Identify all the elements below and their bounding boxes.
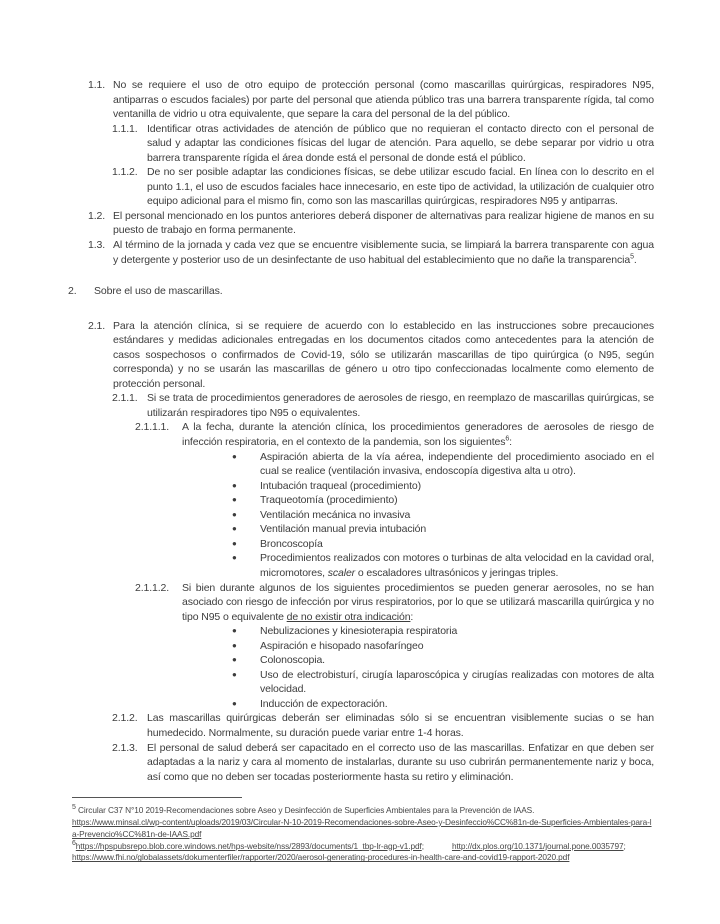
bullet-item (232, 624, 654, 639)
list-item-1-1 (88, 78, 654, 122)
bullet-text-post: o escaladores ultrasónicos y jeringas triples. (355, 566, 559, 579)
footnote-5 (72, 805, 655, 817)
item-text (182, 581, 654, 625)
footnote-6-link-3[interactable]: https://www.fhi.no/globalassets/dokumenterfiler/rapporter/2020/aerosol-generating-procedures-in-health-care-and-covid19-rapport-2020.pdf (72, 852, 570, 863)
item-text: Si se trata de procedimientos generadores de aerosoles de riesgo, en reemplazo de mascarillas quirúrgicas, se utilizarán respiradores tipo N95 o equivalentes. (147, 392, 654, 419)
bullet-icon: ● (232, 553, 237, 563)
bullet-item (232, 697, 654, 712)
item-number: 2.1.3. (112, 741, 138, 754)
bullet-item (232, 508, 654, 523)
footnote-6-separator-2: ; (623, 840, 626, 851)
bullet-text-italic: scaler (327, 566, 356, 579)
section-gap (0, 299, 720, 319)
document-body (0, 78, 720, 864)
footnote-section (72, 797, 655, 864)
bullet-icon: ● (232, 509, 237, 519)
item-text: El personal de salud deberá ser capacitado en el correcto uso de las mascarillas. Enfatizar en que deben ser adaptadas a la nariz y cara al momento de instalarlas, durante su uso cubrirán permanentemente nariz y boca, así como que no deben ser tocadas posteriormente hasta su retiro y eliminación. (147, 741, 654, 783)
list-item-2-1-3 (112, 741, 654, 785)
item-text: Las mascarillas quirúrgicas deberán ser eliminadas sólo si se encuentran visiblemente sucias o se han humedecido. Normalmente, su duración puede variar entre 1-4 horas. (147, 712, 654, 739)
item-text-main: Al término de la jornada y cada vez que se encuentre visiblemente sucia, se limpiará la barrera transparente con agua y detergente y posterior uso de un desinfectante de uso habitual del establecimiento que no dañe la transparencia (113, 239, 654, 266)
item-text: Para la atención clínica, si se requiere de acuerdo con lo establecido en las instrucciones sobre precauciones estándares y medidas adicionales entregadas en los documentos citados como antecedentes para la atención de casos sospechosos o confirmados de Covid-19, sólo se utilizarán mascarillas de tipo quirúrgica (o N95, según corresponda) y no se usarán las mascarillas de género u otro tipo confeccionadas localmente como elemento de protección personal. (113, 319, 654, 390)
list-item-1-3 (88, 238, 654, 267)
bullet-icon: ● (232, 480, 237, 490)
list-item-2-1-1 (112, 391, 654, 420)
section-gap (0, 267, 720, 284)
footnote-5-text: Circular C37 N°10 2019-Recomendaciones sobre Aseo y Desinfección de Superficies Ambientales para la Prevención de IAAS. (75, 805, 535, 816)
footnote-5-link[interactable]: https://www.minsal.cl/wp-content/uploads/2019/03/Circular-N-10-2019-Recomendaciones-sobre-Aseo-y-Desinfeccio%CC%81n-de-Superficies-Ambientales-para-la-Prevencio%CC%81n-de-IAAS.pdf (72, 816, 652, 839)
section-number: 2. (68, 285, 77, 298)
bullet-text: Colonoscopia. (260, 654, 325, 667)
bullet-text: Aspiración e hisopado nasofaríngeo (260, 639, 424, 652)
item-text (113, 238, 654, 267)
item-text-pre: Si bien durante algunos de los siguientes procedimientos se pueden generar aerosoles, no se han asociado con riesgo de infección por virus respiratorios, por lo que se utilizará mascarilla quirúrgica y no tipo N95 o equivalente (182, 581, 654, 623)
footnote-6-separator: ; (421, 840, 424, 851)
item-number: 1.1.2. (112, 166, 138, 179)
item-number: 1.1.1. (112, 122, 138, 135)
bullet-icon: ● (232, 698, 237, 708)
item-text-after: . (633, 253, 637, 266)
list-item-2-1 (88, 319, 654, 392)
list-item-1-2 (88, 209, 654, 238)
bullet-icon: ● (232, 495, 237, 505)
list-item-2-1-2 (112, 711, 654, 740)
bullet-item (232, 450, 654, 479)
footnote-ref-5: 5 (630, 253, 634, 261)
list-item-2-1-1-2 (135, 581, 654, 625)
bullet-item (232, 537, 654, 552)
bullet-text: Inducción de expectoración. (260, 697, 388, 710)
item-text-after: : (509, 436, 512, 449)
bullet-text: Nebulizaciones y kinesioterapia respiratoria (260, 625, 458, 638)
item-number: 2.1.2. (112, 712, 138, 725)
footnote-6-marker: 6 (72, 839, 76, 847)
list-item-1-1-2 (112, 165, 654, 209)
item-text-underlined: de no existir otra indicación (286, 610, 411, 623)
bullet-text: Intubación traqueal (procedimiento) (260, 479, 421, 492)
list-item-1-1-1 (112, 122, 654, 166)
item-number: 1.1. (88, 79, 106, 91)
bullet-text: Ventilación mecánica no invasiva (260, 508, 411, 521)
section-heading-2 (68, 284, 654, 299)
footnote-6 (72, 841, 655, 853)
bullet-item (232, 639, 654, 654)
item-number: 2.1.1. (112, 392, 138, 405)
list-item-2-1-1-1 (135, 420, 654, 449)
item-number: 2.1.1.2. (135, 581, 170, 594)
bullet-icon: ● (232, 655, 237, 665)
item-text: No se requiere el uso de otro equipo de protección personal (como mascarillas quirúrgicas, respiradores N95, antiparras o escudos faciales) por parte del personal que atienda público tras una barrera transparente rígida, tal como ventanilla de vidrio u otra equivalente, que separe la cara del personal de la del público. (113, 79, 654, 121)
bullet-text: Ventilación manual previa intubación (260, 523, 427, 536)
footnote-5-marker: 5 (72, 804, 76, 812)
bullet-icon: ● (232, 626, 237, 636)
bullet-item (232, 653, 654, 668)
bullet-icon: ● (232, 640, 237, 650)
item-number: 1.3. (88, 239, 106, 252)
bullet-text: Aspiración abierta de la vía aérea, independiente del procedimiento asociado en el cual se realice (ventilación invasiva, endoscopía digestiva alta u otro). (260, 450, 654, 478)
footnote-6-link-line (72, 852, 655, 864)
bullet-item (232, 479, 654, 494)
bullet-item (232, 493, 654, 508)
footnote-divider (72, 797, 242, 798)
section-title: Sobre el uso de mascarillas. (94, 285, 223, 298)
item-text: Identificar otras actividades de atención de público que no requieran el contacto directo con el personal de salud y adaptar las condiciones físicas del lugar de atención. Para aquello, se debe separar por vidrio u otra barrera transparente rígida el área donde está el personal de donde está el público. (147, 122, 654, 164)
footnote-ref-6: 6 (505, 435, 510, 443)
bullet-icon: ● (232, 538, 237, 548)
bullet-icon: ● (232, 524, 237, 534)
footnote-6-link-2[interactable]: http://dx.plos.org/10.1371/journal.pone.0035797 (451, 840, 624, 851)
item-text-main: A la fecha, durante la atención clínica, los procedimientos generadores de aerosoles de riesgo de infección respiratoria, en el contexto de la pandemia, son los siguientes (182, 421, 654, 449)
item-text (182, 420, 654, 449)
bullet-item (232, 551, 654, 580)
footnote-6-link-1[interactable]: https://hpspubsrepo.blob.core.windows.net/hps-website/nss/2893/documents/1_tbp-lr-agp-v1.pdf (75, 840, 422, 851)
item-text-post: : (410, 610, 414, 623)
bullet-text: Traqueotomía (procedimiento) (260, 494, 398, 507)
item-text: De no ser posible adaptar las condiciones físicas, se debe utilizar escudo facial. En línea con lo descrito en el punto 1.1, el uso de escudos faciales hace innecesario, en este tipo de actividad, la utilización de cualquier otro equipo adicional para el mismo fin, como son las mascarillas quirúrgicas, respiradores N95 y antiparras. (147, 166, 654, 208)
bullet-text (260, 551, 654, 580)
bullet-text-pre: Procedimientos realizados con motores o turbinas de alta velocidad en la cavidad oral, micromotores, (260, 552, 654, 579)
item-text: El personal mencionado en los puntos anteriores deberá disponer de alternativas para realizar higiene de manos en su puesto de trabajo en forma permanente. (113, 209, 654, 237)
bullet-icon: ● (232, 451, 237, 461)
bullet-text: Uso de electrobisturí, cirugía laparoscópica y cirugías realizadas con motores de alta velocidad. (260, 668, 654, 696)
item-number: 2.1.1.1. (135, 421, 170, 434)
bullet-icon: ● (232, 669, 237, 679)
item-number: 1.2. (88, 209, 106, 222)
item-number: 2.1. (88, 319, 106, 332)
bullet-item (232, 668, 654, 697)
bullet-item (232, 522, 654, 537)
footnote-5-link-line (72, 817, 655, 841)
bullet-text: Broncoscopía (260, 537, 323, 550)
